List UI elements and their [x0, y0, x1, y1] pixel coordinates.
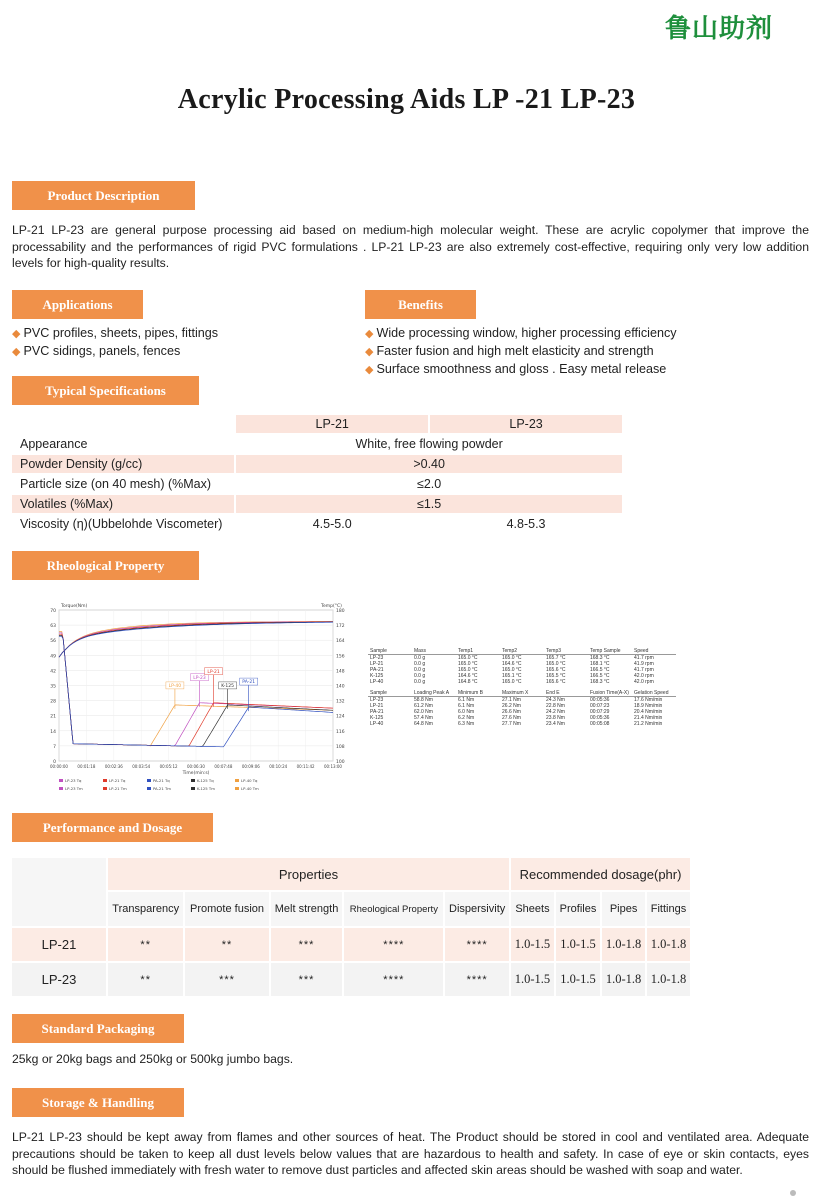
table-row	[12, 515, 622, 533]
table-cell: 6.2 Nm	[458, 715, 475, 721]
table-cell: 00:07:23	[590, 703, 610, 709]
table-cell: 24.2 Nm	[546, 709, 565, 715]
section-header-storage-handling: Storage & Handling	[12, 1088, 184, 1117]
y-tick-label: 56	[50, 639, 56, 645]
properties-header: Properties	[108, 858, 509, 890]
table-header-row	[368, 648, 676, 655]
product-name: LP-21	[12, 928, 106, 961]
y2-tick-label: 164	[336, 639, 345, 645]
table-row	[368, 721, 676, 727]
dosage-value: 1.0-1.8	[602, 928, 645, 961]
spec-value: ≤1.5	[236, 495, 622, 513]
rating: ***	[271, 963, 343, 996]
section-header-benefits: Benefits	[365, 290, 476, 319]
y-tick-label: 42	[50, 669, 56, 675]
x-tick-label: 00:13:00	[324, 764, 342, 769]
y2-tick-label: 180	[336, 609, 345, 614]
column-header: LP-21	[236, 415, 428, 433]
column-header: Promote fusion	[185, 892, 268, 926]
y-tick-label: 28	[50, 699, 56, 705]
dosage-value: 1.0-1.5	[511, 963, 554, 996]
table-cell: 0.0 g	[414, 679, 426, 685]
spec-value: White, free flowing powder	[236, 435, 622, 453]
performance-table	[10, 856, 692, 998]
benefits-list	[365, 325, 677, 379]
y-tick-label: 35	[50, 684, 56, 690]
table-cell: 27.6 Nm	[502, 715, 521, 721]
table-cell: 23.4 Nm	[546, 721, 565, 727]
legend-entry: LP-23 Tm	[65, 786, 83, 791]
x-tick-label: 00:10:24	[269, 764, 288, 769]
table-cell: 164.6 °C	[458, 673, 478, 679]
spec-value: ≤2.0	[236, 475, 622, 493]
list-item: ◆ PVC sidings, panels, fences	[12, 344, 181, 358]
list-item: ◆ Surface smoothness and gloss . Easy metal release	[365, 362, 667, 376]
table-cell: 165.0 °C	[458, 661, 478, 667]
y-tick-label: 49	[50, 654, 56, 660]
applications-list	[12, 325, 218, 361]
legend-entry: LP-23 Tq	[65, 778, 82, 783]
table-row	[12, 475, 622, 493]
column-header: Mass	[412, 648, 456, 655]
table-cell: 42.0 rpm	[634, 673, 654, 679]
table-cell: 27.1 Nm	[502, 697, 521, 703]
table-row	[12, 455, 622, 473]
spec-value: 4.5-5.0	[236, 515, 428, 533]
column-header: Sheets	[511, 892, 554, 926]
rating: **	[185, 928, 268, 961]
rheology-table-results	[368, 690, 676, 727]
column-header: Fittings	[647, 892, 690, 926]
product-description-text: LP-21 LP-23 are general purpose processing aid based on medium-high molecular weight. These are acrylic copolymer that improve the processability and the performances of rigid PVC formulations . LP-21 LP-23 are also extremely cost-effective, requiring only very low addition levels for high-quality results.	[12, 223, 809, 270]
list-item: ◆ PVC profiles, sheets, pipes, fittings	[12, 326, 219, 340]
column-header: Dispersivity	[445, 892, 509, 926]
table-cell: LP-23	[370, 697, 384, 703]
table-cell: 165.0 °C	[502, 667, 522, 673]
column-header: Temp3	[544, 648, 588, 655]
table-cell: LP-21	[370, 661, 384, 667]
rating: **	[108, 928, 183, 961]
spec-value: >0.40	[236, 455, 622, 473]
y-tick-label: 14	[50, 729, 56, 735]
table-cell: 165.7 °C	[546, 655, 566, 661]
specifications-table	[10, 413, 624, 535]
legend-entry: K-125 Tm	[197, 786, 215, 791]
spec-label: Particle size (on 40 mesh) (%Max)	[12, 475, 234, 493]
table-cell: 00:05:08	[590, 721, 610, 727]
spec-label: Powder Density (g/cc)	[12, 455, 234, 473]
y-tick-label: 21	[50, 714, 56, 720]
table-cell: 58.8 Nm	[414, 697, 433, 703]
section-header-applications: Applications	[12, 290, 143, 319]
table-cell: 21.2 Nm/min	[634, 721, 663, 727]
column-header: Minimum B	[456, 690, 500, 697]
y2-tick-label: 100	[336, 760, 345, 765]
column-header: Speed	[632, 648, 676, 655]
table-cell: 18.9 Nm/min	[634, 703, 663, 709]
legend-entry: LP-21 Tq	[109, 778, 126, 783]
rating: ****	[445, 928, 509, 961]
table-cell: 168.1 °C	[590, 661, 610, 667]
y2-tick-label: 172	[336, 624, 345, 630]
table-cell: LP-40	[370, 679, 384, 685]
table-cell: 164.8 °C	[458, 679, 478, 685]
y2-tick-label: 108	[336, 744, 345, 750]
rating: ****	[344, 928, 443, 961]
table-cell: 24.3 Nm	[546, 697, 565, 703]
legend-swatch	[103, 779, 107, 782]
x-tick-label: 00:11:42	[296, 764, 315, 769]
legend-swatch	[235, 779, 239, 782]
table-cell: LP-23	[370, 655, 384, 661]
section-header-product-description: Product Description	[12, 181, 195, 210]
x-axis-label: Time(min:s)	[182, 771, 210, 776]
section-header-typical-specifications: Typical Specifications	[12, 376, 199, 405]
legend-swatch	[59, 787, 63, 790]
rating: **	[108, 963, 183, 996]
section-header-performance-dosage: Performance and Dosage	[12, 813, 213, 842]
y-tick-label: 63	[50, 624, 56, 630]
brand-logo-text: 鲁山助剂	[664, 14, 773, 44]
rheology-chart	[35, 596, 355, 796]
table-cell: 6.3 Nm	[458, 721, 475, 727]
table-cell: 00:07:29	[590, 709, 610, 715]
legend-swatch	[235, 787, 239, 790]
table-cell: 64.8 Nm	[414, 721, 433, 727]
x-tick-label: 00:01:18	[77, 764, 96, 769]
column-header: Transparency	[108, 892, 183, 926]
column-header: Loading Peak A	[412, 690, 456, 697]
legend-entry: LP-40 Tq	[241, 778, 258, 783]
dosage-value: 1.0-1.5	[556, 963, 600, 996]
table-cell: 168.3 °C	[590, 679, 610, 685]
column-header: Sample	[368, 690, 412, 697]
table-cell: 0.0 g	[414, 673, 426, 679]
rating: ***	[271, 928, 343, 961]
table-cell: 165.0 °C	[458, 655, 478, 661]
page-indicator-dot	[790, 1190, 796, 1196]
diamond-bullet-icon: ◆	[12, 346, 21, 358]
table-cell: 27.7 Nm	[502, 721, 521, 727]
table-cell: 57.4 Nm	[414, 715, 433, 721]
table-cell: 166.5 °C	[590, 667, 610, 673]
x-tick-label: 00:03:54	[132, 764, 151, 769]
storage-handling-text: LP-21 LP-23 should be kept away from flames and other sources of heat. The Product should be stored in cool and ventilated area. Adequate precautions should be taken to keep all dust levels below values that are hazardous to health and safety. In case of eye or skin contacts, eyes should be flushed immediately with fresh water to remove dust particles and affected skin areas should be washed with soap and water.	[12, 1130, 809, 1177]
x-tick-label: 00:09:06	[241, 764, 260, 769]
table-cell: 26.2 Nm	[502, 703, 521, 709]
table-cell: 0.0 g	[414, 655, 426, 661]
peak-label-lp-40: LP-40	[168, 683, 182, 689]
table-cell: 62.0 Nm	[414, 709, 433, 715]
column-header: Pipes	[602, 892, 645, 926]
table-cell: 26.6 Nm	[502, 709, 521, 715]
y-axis-label: Torque(Nm)	[61, 604, 88, 609]
table-cell: PA-21	[370, 709, 384, 715]
peak-label-pa-21: PA-21	[242, 680, 256, 686]
y2-axis-label: Temp(°C)	[321, 604, 342, 609]
table-row	[12, 892, 690, 926]
spec-label: Appearance	[12, 435, 234, 453]
legend-entry: PA-21 Tq	[153, 778, 170, 783]
column-header: Gelation Speed	[632, 690, 676, 697]
legend-entry: PA-21 Tm	[153, 786, 171, 791]
table-cell: K-125	[370, 673, 384, 679]
column-header: Rheological Property	[344, 892, 443, 926]
table-cell: 41.7 rpm	[634, 667, 654, 673]
column-header: Temp2	[500, 648, 544, 655]
table-cell: 166.5 °C	[590, 673, 610, 679]
dosage-value: 1.0-1.8	[647, 928, 690, 961]
column-header: End E	[544, 690, 588, 697]
spec-label: Viscosity (η)(Ubbelohde Viscometer)	[12, 515, 234, 533]
column-header: Sample	[368, 648, 412, 655]
legend-swatch	[191, 779, 195, 782]
table-row	[368, 679, 676, 685]
table-cell: 41.7 rpm	[634, 655, 654, 661]
column-header: Fusion Time(A-X)	[588, 690, 632, 697]
table-cell: 165.0 °C	[546, 661, 566, 667]
legend-swatch	[147, 787, 151, 790]
table-cell: 61.2 Nm	[414, 703, 433, 709]
dosage-value: 1.0-1.5	[511, 928, 554, 961]
y-tick-label: 70	[50, 609, 56, 614]
spec-value: 4.8-5.3	[430, 515, 622, 533]
x-tick-label: 00:02:36	[104, 764, 123, 769]
table-cell: 23.8 Nm	[546, 715, 565, 721]
legend-swatch	[147, 779, 151, 782]
table-cell: 42.0 rpm	[634, 679, 654, 685]
table-row	[12, 415, 622, 433]
peak-label-lp-23: LP-23	[193, 675, 206, 681]
diamond-bullet-icon: ◆	[12, 328, 21, 340]
table-cell: 21.4 Nm/min	[634, 715, 663, 721]
rating: ***	[185, 963, 268, 996]
peak-label-k-125: K-125	[221, 683, 234, 689]
table-cell: LP-21	[370, 703, 384, 709]
table-cell: 00:05:36	[590, 715, 610, 721]
table-cell: 165.6 °C	[546, 667, 566, 673]
table-cell: 6.0 Nm	[458, 709, 475, 715]
y2-tick-label: 156	[336, 654, 345, 660]
x-tick-label: 00:07:48	[214, 764, 233, 769]
column-header: Temp Sample	[588, 648, 632, 655]
table-cell: 0.0 g	[414, 667, 426, 673]
diamond-bullet-icon: ◆	[365, 328, 374, 340]
section-header-rheological-property: Rheological Property	[12, 551, 199, 580]
table-cell: 165.0 °C	[502, 679, 522, 685]
table-cell: 164.6 °C	[502, 661, 522, 667]
table-cell: 165.5 °C	[546, 673, 566, 679]
table-cell: 41.9 rpm	[634, 661, 654, 667]
section-header-standard-packaging: Standard Packaging	[12, 1014, 184, 1043]
y2-tick-label: 140	[336, 684, 345, 690]
x-tick-label: 00:00:00	[50, 764, 68, 769]
legend-swatch	[103, 787, 107, 790]
table-cell: 00:05:36	[590, 697, 610, 703]
dosage-value: 1.0-1.8	[602, 963, 645, 996]
table-cell: 6.1 Nm	[458, 703, 475, 709]
dosage-header: Recommended dosage(phr)	[511, 858, 690, 890]
table-cell: 0.0 g	[414, 661, 426, 667]
table-cell: LP-40	[370, 721, 384, 727]
list-item: ◆ Faster fusion and high melt elasticity and strength	[365, 344, 654, 358]
y2-tick-label: 148	[336, 669, 345, 675]
diamond-bullet-icon: ◆	[365, 346, 374, 358]
legend-entry: LP-40 Tm	[241, 786, 259, 791]
column-header: LP-23	[430, 415, 622, 433]
dosage-value: 1.0-1.8	[647, 963, 690, 996]
legend-entry: LP-21 Tm	[109, 786, 127, 791]
y-tick-label: 7	[53, 744, 56, 750]
page-title: Acrylic Processing Aids LP -21 LP-23	[177, 84, 636, 115]
product-name: LP-23	[12, 963, 106, 996]
table-row	[12, 495, 622, 513]
table-cell: 17.6 Nm/min	[634, 697, 663, 703]
legend-swatch	[191, 787, 195, 790]
table-cell: 165.1 °C	[502, 673, 522, 679]
table-cell: PA-21	[370, 667, 384, 673]
peak-label-lp-21: LP-21	[207, 669, 220, 675]
y2-tick-label: 116	[336, 729, 345, 735]
table-cell: K-125	[370, 715, 384, 721]
list-item: ◆ Wide processing window, higher processing efficiency	[365, 326, 677, 340]
table-row	[12, 928, 690, 961]
x-tick-label: 00:05:12	[159, 764, 178, 769]
legend-swatch	[59, 779, 63, 782]
rating: ****	[445, 963, 509, 996]
column-header: Melt strength	[271, 892, 343, 926]
table-cell: 165.0 °C	[502, 655, 522, 661]
table-cell: 165.0 °C	[458, 667, 478, 673]
y2-tick-label: 124	[336, 714, 345, 720]
legend-entry: K-125 Tq	[197, 778, 214, 783]
table-cell: 22.8 Nm	[546, 703, 565, 709]
dosage-value: 1.0-1.5	[556, 928, 600, 961]
table-cell: 20.4 Nm/min	[634, 709, 663, 715]
column-header: Maximum X	[500, 690, 544, 697]
packaging-text: 25kg or 20kg bags and 250kg or 500kg jumbo bags.	[12, 1052, 294, 1066]
table-cell: 165.6 °C	[546, 679, 566, 685]
column-header: Temp1	[456, 648, 500, 655]
table-row	[12, 963, 690, 996]
table-row	[12, 435, 622, 453]
diamond-bullet-icon: ◆	[365, 364, 374, 376]
spec-label: Volatiles (%Max)	[12, 495, 234, 513]
y2-tick-label: 132	[336, 699, 345, 705]
table-header-row	[368, 690, 676, 697]
y-tick-label: 0	[53, 760, 56, 765]
rating: ****	[344, 963, 443, 996]
table-row	[12, 858, 690, 890]
table-cell: 168.3 °C	[590, 655, 610, 661]
column-header: Profiles	[556, 892, 600, 926]
rheology-table-conditions	[368, 648, 676, 685]
x-tick-label: 00:06:30	[187, 764, 205, 769]
table-cell: 6.1 Nm	[458, 697, 475, 703]
